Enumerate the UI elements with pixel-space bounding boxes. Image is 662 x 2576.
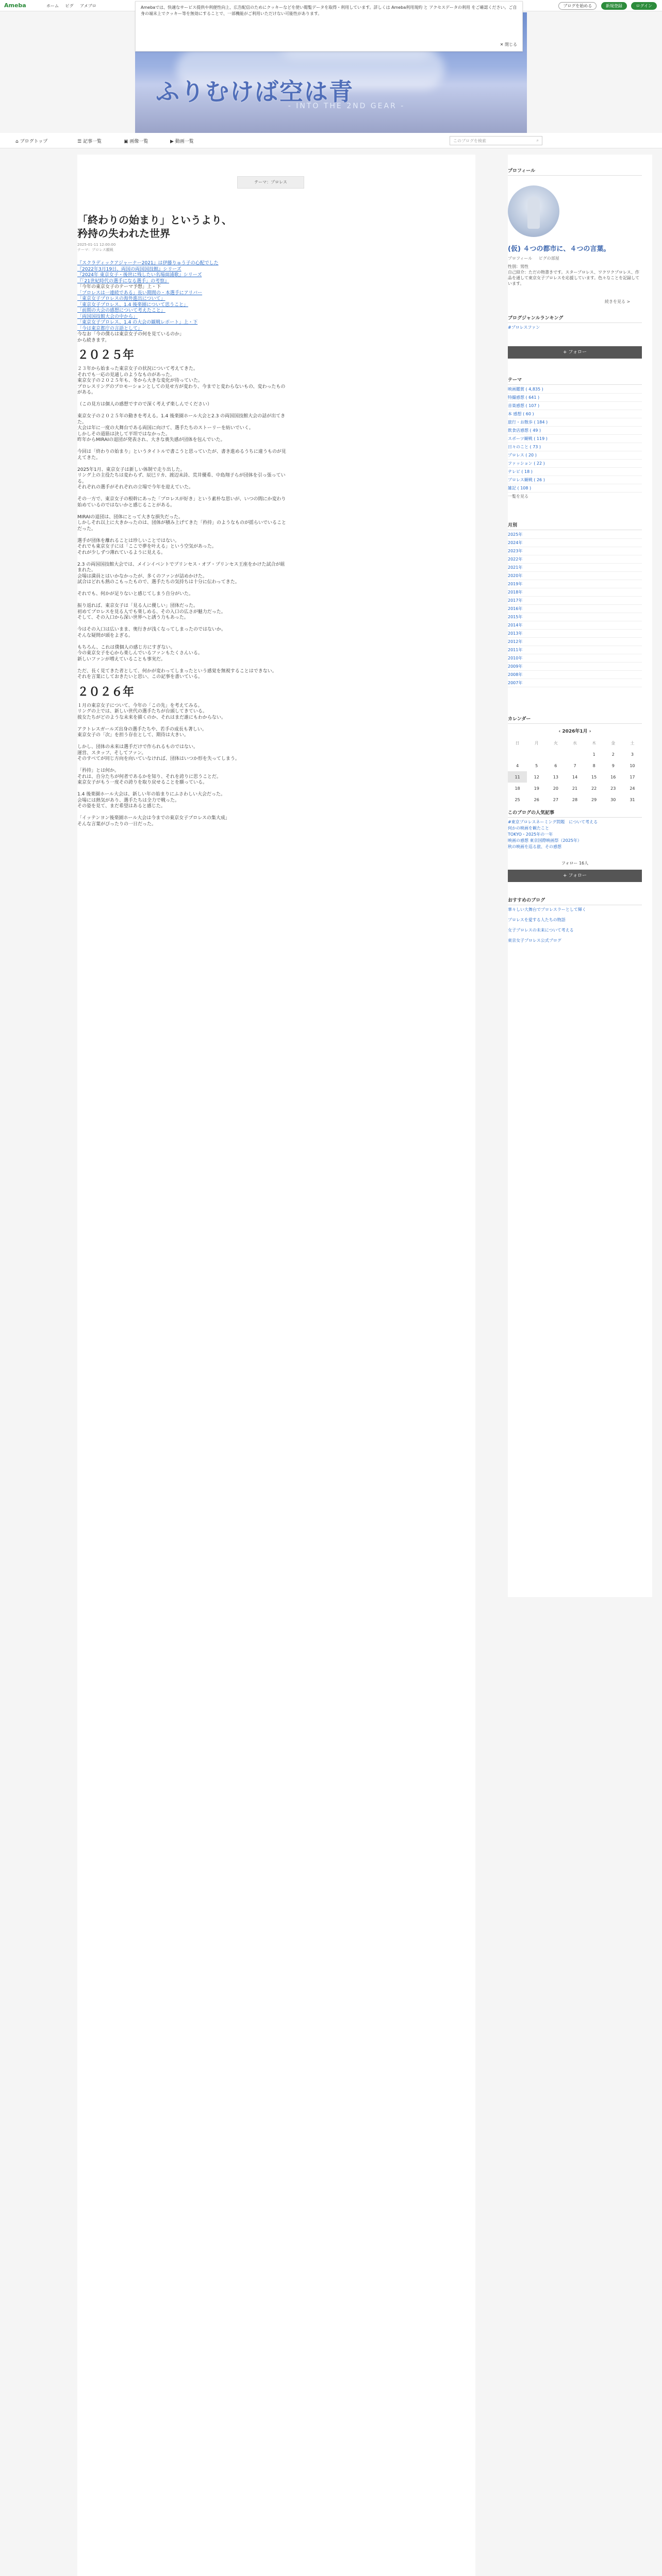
calendar-heading: カレンダー [508,715,642,724]
calendar-month: ‹ 2026年1月 › [558,729,591,734]
calendar-body [508,749,642,805]
post-link[interactable]: 「前期の大会の感想について考えたこと」 [77,308,166,313]
profile-more-link[interactable]: 続きを見る > [605,299,631,304]
post-link[interactable]: 『スクラディックアジャーナー2021』は伊藤りゅう子の心配でした [77,261,219,266]
profile-heading: プロフィール [508,167,642,176]
calendar-day[interactable]: 2 [611,752,615,757]
blog-subtitle: - INTO THE 2ND GEAR - [288,102,405,110]
archive-item[interactable]: 2023年 [508,547,642,555]
archive-heading: 月別 [508,521,642,530]
popular-list [508,819,642,850]
archive-item[interactable]: 2025年 [508,531,642,539]
calendar-day[interactable]: 5 [535,763,538,768]
calendar-day[interactable]: 15 [591,774,597,779]
archive-item[interactable]: 2007年 [508,679,642,687]
calendar-table [508,737,642,805]
avatar[interactable] [508,185,559,237]
calendar-day-header: 土 [630,740,635,745]
calendar-day-header: 火 [553,740,558,745]
post-paragraph: 2025年1月、東京女子は新しい体制で走り出した。 リング上の主役たちは変わらず、辰巳リカ、渡辺未詩、荒井優希、中島翔子らが団体を引っ張っている。 それぞれの選手がそれぞれの立場で今年を迎えていた。 その一方で、東京女子の根幹にあった「プロレスが好き」という素朴な思いが、いつの間にか変わり始めているのではないかと感じることがある。 [77,467,286,508]
post-link[interactable]: 「今は東京都庁の言語として」 [77,326,143,331]
calendar-day[interactable]: 9 [611,763,615,768]
menu-blog-top[interactable]: ⌂ ブログトップ [15,139,48,144]
calendar-day [527,749,546,760]
calendar-day[interactable]: 23 [610,786,616,791]
calendar-day [508,749,527,760]
popular-item[interactable]: TOKYO・2025年の一年 [508,832,553,837]
section-heading-2026: ２０２６年 [77,685,135,699]
menu-label: 記事一覧 [82,139,102,144]
theme-item[interactable]: 本 感想 ( 60 ) [508,410,642,418]
recommend-item[interactable]: 女子プロレスの未来について考える [508,928,574,933]
calendar-day-header: 日 [515,740,520,745]
post-body [77,261,289,827]
menu-articles[interactable]: ☰ 記事一覧 [77,139,102,144]
archive-item[interactable]: 2012年 [508,638,642,646]
archive-item[interactable]: 2024年 [508,539,642,547]
search-icon[interactable]: ⌕ [536,138,539,143]
calendar-week [508,794,642,805]
post-intro: 今なお「今の僕らは東京女子の何を見ているのか」 から続きます。 [77,332,185,343]
main-article [77,155,475,2576]
calendar-day[interactable]: 8 [592,763,595,768]
recommend-item[interactable]: プロレスを愛する人たちの物語 [508,918,566,922]
theme-item[interactable]: テレビ ( 18 ) [508,468,642,476]
blog-menu [0,133,662,148]
calendar-week [508,771,642,783]
menu-videos[interactable]: ▶ 動画一覧 [170,139,194,144]
calendar-day[interactable]: 1 [592,752,595,757]
popular-item[interactable]: 映画の感想 東京国際映画祭（2025年） [508,838,582,843]
menu-images[interactable]: ▣ 画像一覧 [124,139,148,144]
cookie-notice [135,1,523,52]
archive-item[interactable]: 2016年 [508,605,642,613]
post-paragraph: ２３年から始まった東京女子の状況について考えてきた。 それでも一応の見通しのようなものがあった。 東京女子の２０２５年も、冬から大きな変化が待っていた。 プロレスリングのプロモーションとしての見せ方が変わり、今までと変わらないもの、変わったものがある。 （この見方は個人の感想ですので深く考えず楽しんでください） [77,366,286,407]
post-paragraph: もちろん、これは僕個人の感じ方にすぎない。 今の東京女子を心から楽しんでいるファンもたくさんいる。 新しいファンが増えていることも事実だ。 ただ、長く見てきた者として、何かが変わってしまったという感覚を無視することはできない。 それを言葉にしておきたいと思い、この記事を書いている。 [77,645,277,680]
popular-item[interactable]: 秋の映画を巡る旅、その感想 [508,844,561,849]
calendar-day[interactable]: 14 [572,774,578,779]
post-paragraph: 東京女子の２０２５年の動きを考える。1.4 後楽園ホール大会と2.3 の両国国技館大会の話が出てきた。 大会は年に一度の大舞台である両国に向けて、選手たちのストーリーを紡いでいく。 しかしその道筋は決して平坦ではなかった。 昨年からMIRAIの退団が発表され、大きな喪失感が団体を包んでいた。 今回は「終わりの始まり」というタイトルで書こうと思っていたが、書き進めるうちに違うものが見えてきた。 [77,414,286,461]
calendar-day-header: 水 [572,740,577,745]
calendar-day[interactable]: 18 [515,786,520,791]
calendar-month-label: 2026年1月 [562,729,588,734]
theme-item[interactable]: 日々のこと ( 73 ) [508,443,642,451]
calendar-day[interactable]: 27 [553,797,558,802]
post-meta [77,242,115,252]
calendar-day[interactable]: 10 [630,763,635,768]
archive-item[interactable]: 2021年 [508,564,642,572]
archive-item[interactable]: 2013年 [508,630,642,638]
archive-item[interactable]: 2018年 [508,588,642,597]
calendar-day[interactable]: 30 [610,797,616,802]
calendar-day[interactable]: 25 [515,797,520,802]
calendar-day-header: 金 [611,740,616,745]
ranking-heading: ブログジャンルランキング [508,314,642,323]
calendar-day[interactable]: 26 [534,797,539,802]
nav-pigg[interactable]: ピグ [65,4,74,8]
archive-item[interactable]: 2019年 [508,580,642,588]
recommend-heading: おすすめのブログ [508,896,642,905]
calendar-day[interactable]: 6 [554,763,557,768]
calendar [508,727,642,805]
popular-item[interactable]: #東京プロレスネーミング問題 について考える [508,820,598,824]
theme-item[interactable]: 旅行・お散歩 ( 184 ) [508,418,642,427]
login-button[interactable]: ログイン [631,2,657,10]
follow-button-2[interactable]: + フォロー [508,870,642,882]
calendar-day[interactable]: 28 [572,797,578,802]
post-date: 2025-01-11 12:00:00 [77,243,116,247]
post-paragraph: MIRAIの退団は、団体にとって大きな損失だった。 しかしそれ以上に大きかったのは、団体が積み上げてきた「矜持」のようなものが揺らいでいることだった。 選手が団体を離れることは珍しいことではない。 それでも東京女子には「ここで夢を叶える」という空気があった。 それが少しずつ薄れているように見える。 [77,514,287,555]
theme-item[interactable]: 特撮感想 ( 641 ) [508,394,642,402]
calendar-day-header: 木 [592,740,597,745]
theme-item[interactable]: 飲食店感想 ( 49 ) [508,427,642,435]
avatar-figure [527,197,540,229]
calendar-day[interactable]: 13 [553,774,558,779]
profile-name[interactable]: (仮) ４つの都市に、４つの言葉。 [508,245,610,253]
blog-start-button[interactable]: ブログを始める [558,2,597,10]
nav-ameblo[interactable]: アメブロ [80,4,96,8]
menu-label: ブログトップ [20,139,48,144]
post-paragraph: 振り返れば、東京女子は「見る人に優しい」団体だった。 初めてプロレスを見る人でも楽しめる、その入口の広さが魅力だった。 そして、その入口から深い世界へと誘う力もあった。 今はその入口は広いまま、奥行きが浅くなってしまったのではないか。 そんな疑問が頭をよぎる。 [77,603,226,638]
profile-tabs [508,256,565,261]
calendar-week [508,749,642,760]
menu-label: 動画一覧 [175,139,194,144]
archive-list [508,531,642,687]
profile-text: 性別：男性 自己紹介：ただの物書きです。スタープロレス、ワクワクプロレス、作品を通して東京女子プロレスを応援しています。色々なことを記録しています。 [508,264,640,286]
register-button[interactable]: 新規登録 [601,2,627,10]
calendar-day[interactable]: 31 [630,797,635,802]
post-link[interactable]: 『2024年 東京女子・後世に残したい名場面浦歌』シリーズ [77,273,202,278]
ranking-link[interactable]: #プロレスファン [508,325,540,330]
post-link[interactable]: 「東京女子プロレス、1.4 の大会の観戦レポート」上・下 [77,320,198,325]
calendar-day-header: 月 [534,740,539,745]
post-title: 「終わりの始まり」というより、矜持の失われた世界 [77,214,232,240]
archive-item[interactable]: 2017年 [508,597,642,605]
search-placeholder: このブログを検索 [453,139,486,143]
theme-more-link[interactable]: 一覧を見る [508,494,528,499]
calendar-day[interactable]: 12 [534,774,539,779]
blog-search-input[interactable] [450,136,542,145]
post-link[interactable]: 『「21世紀時代の選手になる選手」の考察』 [77,278,169,284]
post-paragraph: １月の東京女子について、今年の「この先」を考えてみる。 リングの上では、新しい世代の選手たちが台頭してきている。 彼女たちがどのような未来を描くのか、それはまだ誰にもわからない。 アクトレスガールズ出身の選手たちや、若手の成長も著しい。 東京女子の「次」を担う存在として、期待は大きい。 [77,703,226,738]
post-link[interactable]: 『2022年3月19日、両国の両国国技館』シリーズ [77,266,181,272]
theme-item[interactable]: ファッション ( 22 ) [508,460,642,468]
calendar-day[interactable]: 22 [591,786,597,791]
calendar-day[interactable]: 29 [591,797,597,802]
calendar-day[interactable]: 24 [630,786,635,791]
post-link[interactable]: 「プロレスは一連続である」長い期間の・本選手にアリバー [77,290,203,296]
post-paragraph: 1.4 後楽園ホール大会は、新しい年の始まりにふさわしい大会だった。 会場には熱気があり、選手たちは全力で戦った。 その姿を見て、まだ希望はあると感じた。 「イッテンヨン後楽園ホール大会は今までの東京女子プロレスの集大成」 そんな言葉がぴったりの一日だった。 [77,792,230,827]
theme-item[interactable]: プロレス観戦 ( 26 ) [508,476,642,484]
popular-item[interactable]: 何かの映画を観たこと [508,826,549,831]
archive-item[interactable]: 2015年 [508,613,642,621]
calendar-day[interactable]: 17 [630,774,635,779]
cookie-notice-text: Amebaでは、快適なサービス提供や利便性向上、広告配信のためにクッキーなどを使い閲覧データを取得・利用しています。詳しくは Ameba利用規約 と アクセスデータの利用 をご確認ください。ご自身の端末上でクッキー等を無効にすることで、一部機能がご利用いただけない可能性があります。 [141,5,517,16]
theme-item[interactable]: プロレス ( 20 ) [508,451,642,460]
theme-list [508,385,642,500]
section-heading-2025: ２０２５年 [77,349,135,362]
top-bar [0,0,662,47]
archive-item[interactable]: 2008年 [508,671,642,679]
top-right [558,2,657,10]
ameba-logo[interactable]: Ameba [4,2,26,9]
sidebar [508,155,652,1597]
menu-label: 画像一覧 [129,139,148,144]
calendar-week [508,783,642,794]
theme-item[interactable]: 映画鑑賞 ( 4,835 ) [508,385,642,394]
post-paragraph: しかし、団体の未来は選手だけで作られるものではない。 運営、スタッフ、そしてファン。 そのすべてが同じ方向を向いていなければ、団体はいつか形を失ってしまう。 「矜持」とは何か。 それは、自分たちが何者であるかを知り、それを誇りに思うことだ。 東京女子がもう一度その誇りを取り戻せることを願っている。 [77,744,240,785]
post-link[interactable]: 「東京女子プロレス、1.4 後楽園について思うこと」 [77,302,188,308]
calendar-day[interactable]: 20 [553,786,558,791]
post-theme-link[interactable]: テーマ：プロレス観戦 [77,248,113,252]
calendar-week [508,760,642,771]
archive-item[interactable]: 2022年 [508,555,642,564]
theme-item[interactable]: 雑記 ( 108 ) [508,484,642,493]
archive-item[interactable]: 2009年 [508,663,642,671]
calendar-day[interactable]: 11 [508,771,527,783]
archive-item[interactable]: 2020年 [508,572,642,580]
cookie-close-button[interactable]: ✕ 閉じる [500,42,517,47]
calendar-day[interactable]: 16 [610,774,616,779]
recommend-list [508,907,642,948]
theme-button[interactable]: テーマ：プロレス [237,176,304,189]
theme-item[interactable]: スポーツ観戦 ( 119 ) [508,435,642,443]
calendar-day[interactable]: 19 [534,786,539,791]
post-line: 「今年の東京女子のテーマ予想」上・下 [77,284,161,290]
archive-item[interactable]: 2011年 [508,646,642,654]
theme-heading: テーマ [508,376,642,385]
theme-item[interactable]: 音楽感想 ( 107 ) [508,402,642,410]
popular-heading: このブログの人気記事 [508,809,642,818]
archive-item[interactable]: 2014年 [508,621,642,630]
follower-count: フォロー 16人 [561,861,589,866]
close-label: 閉じる [505,42,517,47]
calendar-day [565,749,584,760]
calendar-day[interactable]: 4 [516,763,519,768]
calendar-day[interactable]: 21 [572,786,578,791]
nav-home[interactable]: ホーム [46,4,59,8]
post-paragraph: 2.3 の両国国技館大会では、メインイベントでプリンセス・オブ・プリンセス王座をかけた試合が組まれた。 会場は満員とはいかなかったが、多くのファンが詰めかけた。 試合はどれも熱のこもったもので、選手たちの気持ちは十分に伝わってきた。 それでも、何かが足りないと感じてしまう自分がいた。 [77,562,285,597]
calendar-day[interactable]: 7 [573,763,576,768]
recommend-item[interactable]: 東京女子プロレス公式ブログ [508,938,561,943]
archive-item[interactable]: 2010年 [508,654,642,663]
calendar-day [546,749,565,760]
post-link[interactable]: 「両国国技館大会の中から」 [77,314,138,319]
top-nav [46,3,102,9]
post-link[interactable]: 「東京女子プロレスの海外進出について」 [77,296,166,301]
calendar-day[interactable]: 3 [631,752,634,757]
profile-tab[interactable]: プロフィール [508,256,533,261]
blog-title: ふりむけば空は青 [156,78,354,106]
pigg-room-tab[interactable]: ピグの部屋 [538,256,559,261]
recommend-item[interactable]: 華々しい大舞台でプロレスラーとして輝く [508,907,586,912]
follow-button[interactable]: + フォロー [508,346,642,359]
